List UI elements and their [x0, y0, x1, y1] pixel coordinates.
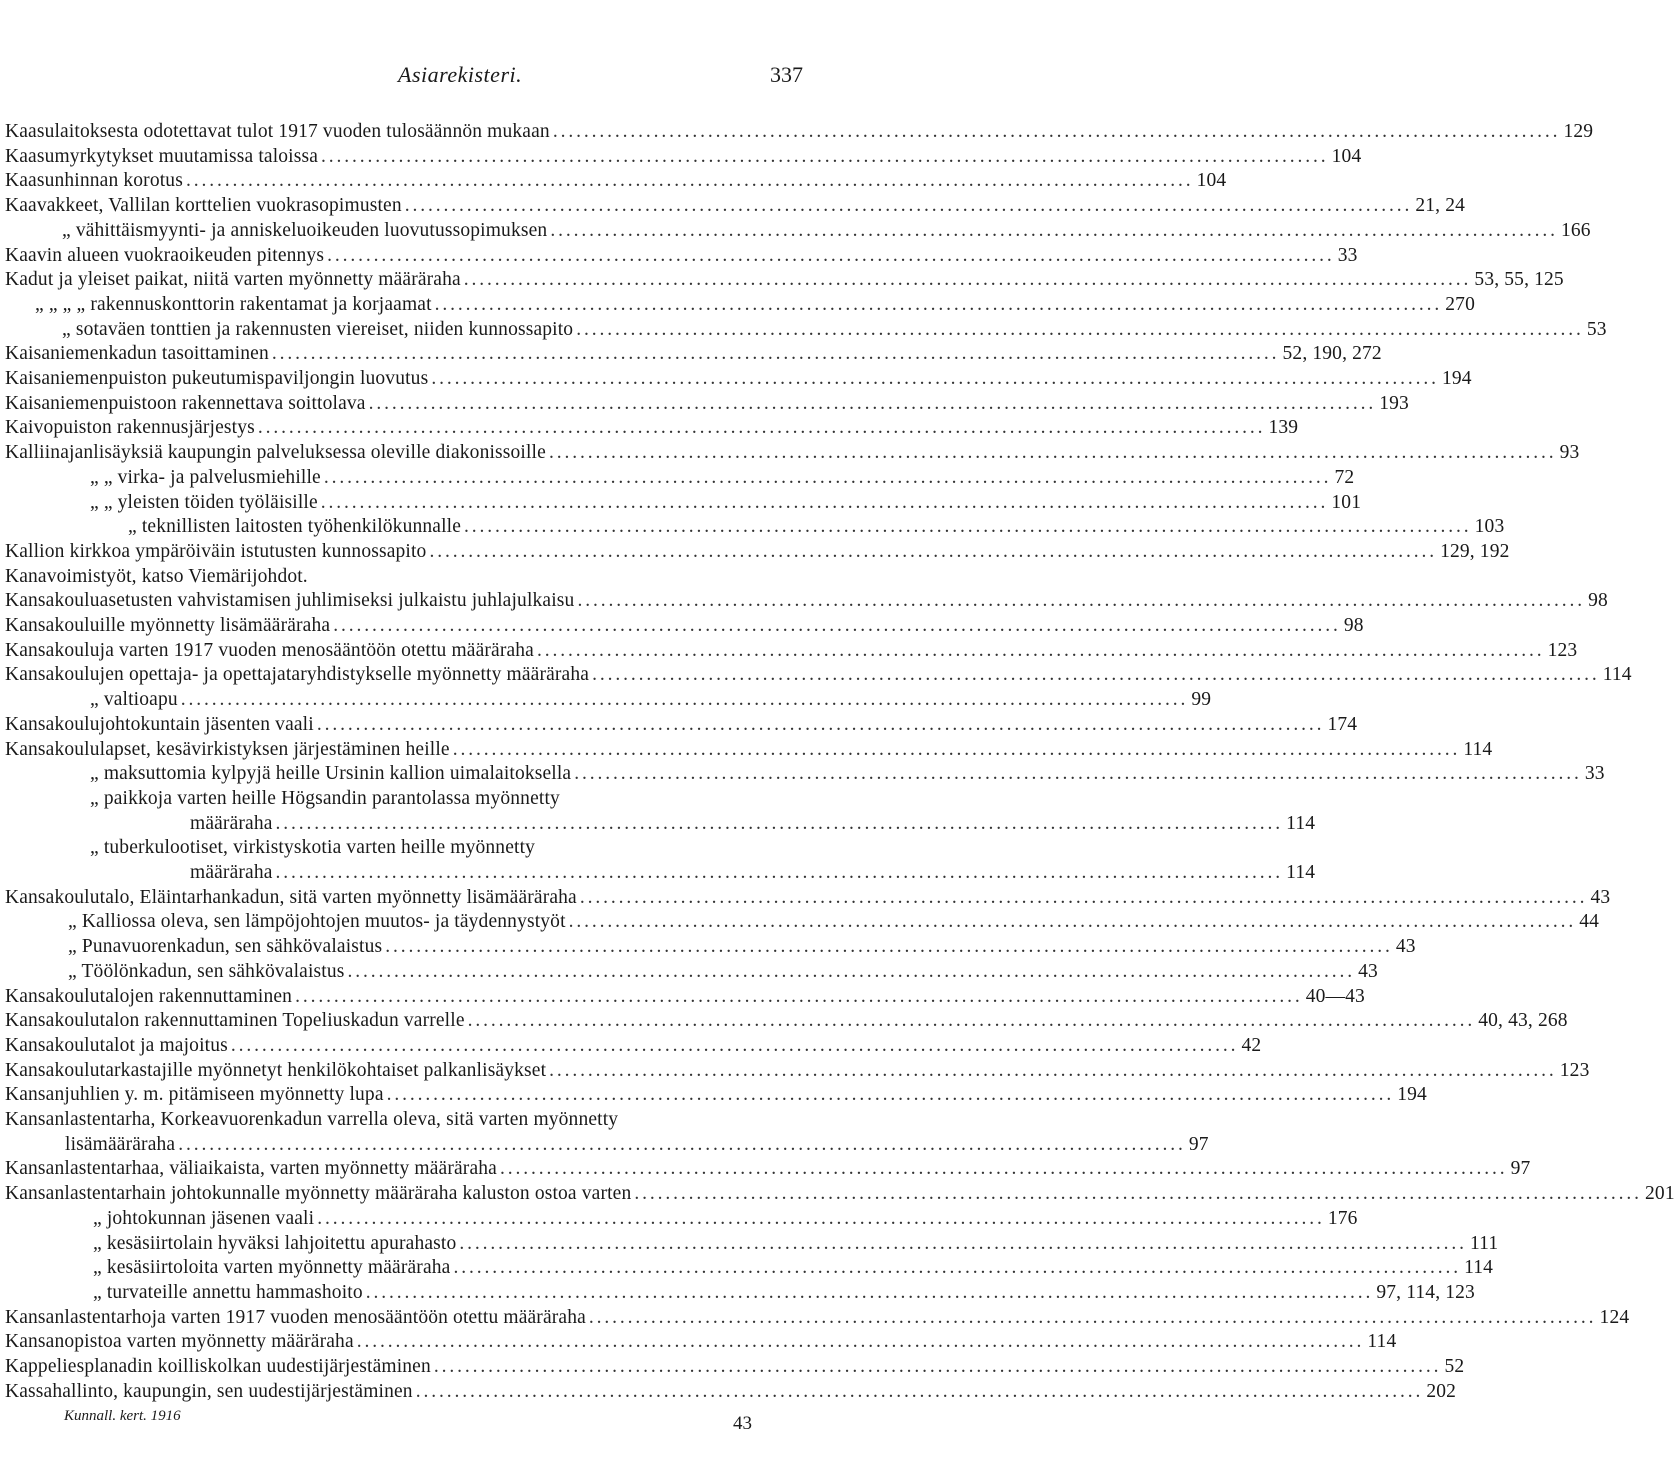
entry-text: „ Punavuorenkadun, sen sähkövalaistus [68, 936, 383, 957]
entry-text: Kansakouluasetusten vahvistamisen juhlimiseksi julkaistu juhlajulkaisu [5, 590, 575, 611]
entry-text: Kansanopistoa varten myönnetty määräraha [5, 1331, 354, 1352]
page-reference: 139 [1268, 417, 1299, 438]
page-reference: 176 [1327, 1208, 1358, 1229]
entry-text: lisämääräraha [65, 1134, 176, 1155]
leader-dots [465, 1009, 1475, 1033]
index-entry [93, 1281, 1475, 1305]
entry-text: Kaisaniemenpuistoon rakennettava soittolava [5, 393, 366, 414]
footer-source: Kunnall. kert. 1916 [64, 1408, 181, 1424]
index-entry [5, 194, 1466, 218]
page-reference: 114 [1286, 813, 1316, 834]
leader-dots [497, 1157, 1507, 1181]
leader-dots [589, 663, 1599, 687]
page-reference: 101 [1331, 492, 1362, 513]
page-reference: 111 [1470, 1233, 1499, 1254]
leader-dots [550, 120, 1560, 144]
leader-dots [450, 1256, 1460, 1280]
entry-text: Kaasulaitoksesta odotettavat tulot 1917 vuoden tulosäännön mukaan [5, 121, 550, 142]
leader-dots [384, 1083, 1394, 1107]
index-entry [90, 787, 808, 811]
entry-text: Kaavakkeet, Vallilan korttelien vuokrasopimusten [5, 195, 402, 216]
page-reference: 33 [1337, 245, 1358, 266]
entry-text: „ kesäsiirtolain hyväksi lahjoitettu apurahasto [93, 1233, 457, 1254]
page-reference: 21, 24 [1415, 195, 1466, 216]
index-entry [5, 1380, 1457, 1404]
index-entry [5, 1059, 1590, 1083]
index-entry [90, 466, 1355, 490]
index-entry [5, 1182, 1675, 1206]
leader-dots [631, 1182, 1641, 1206]
index-entry [5, 1157, 1531, 1181]
leader-dots [330, 614, 1340, 638]
page-reference: 52 [1444, 1356, 1465, 1377]
page-reference: 194 [1441, 368, 1472, 389]
index-entry [5, 1108, 808, 1132]
index-entry [68, 935, 1416, 959]
leader-dots [354, 1330, 1364, 1354]
entry-text: Kassahallinto, kaupungin, sen uudestijärjestäminen [5, 1381, 413, 1402]
entry-text: „ Kalliossa oleva, sen lämpöjohtojen muutos- ja täydennystyöt [68, 911, 566, 932]
leader-dots [324, 244, 1334, 268]
page-reference: 114 [1463, 739, 1493, 760]
index-entry [5, 565, 808, 589]
leader-dots [366, 392, 1376, 416]
footer-signature: 43 [733, 1413, 752, 1434]
index-entry [93, 1207, 1358, 1231]
leader-dots [456, 1232, 1466, 1256]
entry-text: Kalliinajanlisäyksiä kaupungin palveluksessa oleville diakonissoille [5, 442, 546, 463]
page-reference: 114 [1602, 664, 1632, 685]
leader-dots [450, 738, 1460, 762]
entry-text: „ „ virka- ja palvelusmiehille [90, 467, 321, 488]
entry-text: Kansakoulutarkastajille myönnetyt henkilökohtaiset palkanlisäykset [5, 1060, 547, 1081]
page-reference: 174 [1327, 714, 1358, 735]
entry-text: Kansanlastentarhaa, väliaikaista, varten myönnetty määräraha [5, 1158, 497, 1179]
entry-text: Kansakouluja varten 1917 vuoden menosääntöön otettu määräraha [5, 640, 534, 661]
page-reference: 97 [1510, 1158, 1531, 1179]
page-number: 337 [770, 62, 803, 87]
leader-dots [314, 1207, 1324, 1231]
index-entry [90, 762, 1605, 786]
leader-dots [573, 318, 1583, 342]
page-reference: 44 [1579, 911, 1600, 932]
leader-dots [321, 466, 1331, 490]
page-reference: 104 [1331, 146, 1362, 167]
leader-dots [546, 1059, 1556, 1083]
index-entry [5, 886, 1611, 910]
index-entry [5, 738, 1493, 762]
page-reference: 43 [1590, 887, 1611, 908]
page-reference: 98 [1343, 615, 1364, 636]
page-header [0, 62, 960, 92]
index-entry [5, 392, 1409, 416]
index-entry [5, 1306, 1630, 1330]
leader-dots [178, 688, 1188, 712]
page-title: Asiarekisteri. [398, 62, 523, 87]
index-entry [5, 1355, 1465, 1379]
page-reference: 103 [1474, 516, 1505, 537]
entry-text: Kansanjuhlien y. m. pitämiseen myönnetty lupa [5, 1084, 384, 1105]
index-entry [5, 614, 1364, 638]
entry-text: Kadut ja yleiset paikat, niitä varten myönnetty määräraha [5, 269, 461, 290]
entry-text: „ vähittäismyynti- ja anniskeluoikeuden luovutussopimuksen [62, 220, 548, 241]
entry-text: Kansakoulutalojen rakennuttaminen [5, 986, 293, 1007]
index-entry [5, 244, 1358, 268]
index-entry [5, 639, 1578, 663]
index-entry [5, 441, 1580, 465]
index-entry [5, 589, 1608, 613]
entry-text: „ Töölönkadun, sen sähkövalaistus [68, 961, 345, 982]
entry-text: Kaivopuiston rakennusjärjestys [5, 417, 255, 438]
leader-dots [363, 1281, 1373, 1305]
page-reference: 114 [1367, 1331, 1397, 1352]
leader-dots [318, 145, 1328, 169]
leader-dots [546, 441, 1556, 465]
page-reference: 42 [1241, 1035, 1262, 1056]
entry-text: Kansakoulutalot ja majoitus [5, 1035, 228, 1056]
entry-text: „ paikkoja varten heille Högsandin parantolassa myönnetty [90, 788, 560, 809]
page-reference: 202 [1426, 1381, 1457, 1402]
entry-text: Kansakouluille myönnetty lisämääräraha [5, 615, 331, 636]
entry-text: Kaasunhinnan korotus [5, 170, 183, 191]
entry-text: „ kesäsiirtoloita varten myönnetty määräraha [93, 1257, 451, 1278]
entry-text: „ tuberkulootiset, virkistyskotia varten heille myönnetty [90, 837, 536, 858]
index-entry [62, 219, 1591, 243]
page-reference: 33 [1584, 763, 1605, 784]
index-entry [5, 1009, 1568, 1033]
leader-dots [273, 812, 1283, 836]
leader-dots [344, 960, 1354, 984]
index-entry [5, 1330, 1397, 1354]
page-reference: 98 [1588, 590, 1608, 611]
index-entry [5, 342, 1382, 366]
page-reference: 166 [1560, 220, 1591, 241]
entry-text: määräraha [190, 813, 273, 834]
index-entry [5, 1083, 1427, 1107]
index-entry [5, 1034, 1262, 1058]
page-reference: 114 [1464, 1257, 1494, 1278]
entry-text: „ teknillisten laitosten työhenkilökunnalle [128, 516, 462, 537]
page-reference: 53, 55, 125 [1474, 269, 1564, 290]
page-reference: 97 [1188, 1134, 1209, 1155]
entry-text: Kappeliesplanadin koilliskolkan uudestijärjestäminen [5, 1356, 431, 1377]
index-entry [35, 293, 1475, 317]
leader-dots [183, 169, 1193, 193]
leader-dots [571, 762, 1581, 786]
leader-dots [566, 910, 1576, 934]
leader-dots [175, 1133, 1185, 1157]
page-reference: 99 [1191, 689, 1212, 710]
entry-text: „ maksuttomia kylpyjä heille Ursinin kallion uimalaitoksella [90, 763, 572, 784]
page-reference: 114 [1286, 862, 1316, 883]
index-entry [93, 1256, 1494, 1280]
leader-dots [577, 886, 1587, 910]
index-entry [65, 1133, 1209, 1157]
index-entry [5, 985, 1365, 1009]
index-entry [5, 713, 1358, 737]
index-entry [90, 491, 1362, 515]
page-reference: 104 [1196, 170, 1227, 191]
page-reference: 40—43 [1305, 986, 1365, 1007]
leader-dots [428, 367, 1438, 391]
index-entry [68, 910, 1600, 934]
entry-text: Kansanlastentarha, Korkeavuorenkadun varrella oleva, sitä varten myönnetty [5, 1109, 619, 1130]
leader-dots [292, 985, 1302, 1009]
leader-dots [426, 540, 1436, 564]
page-reference: 193 [1379, 393, 1409, 414]
entry-text: Kansanlastentarhain johtokunnalle myönnetty määräraha kaluston ostoa varten [5, 1183, 632, 1204]
leader-dots [314, 713, 1324, 737]
index-entry [5, 145, 1362, 169]
index-entry [190, 812, 1316, 836]
entry-text: Kaisaniemenkadun tasoittaminen [5, 343, 269, 364]
entry-text: „ sotaväen tonttien ja rakennusten viereiset, niiden kunnossapito [62, 319, 574, 340]
entry-text: Kansakoululapset, kesävirkistyksen järjestäminen heille [5, 739, 450, 760]
leader-dots [382, 935, 1392, 959]
entry-text: Kanavoimistyöt, katso Viemärijohdot. [5, 566, 308, 587]
leader-dots [586, 1306, 1596, 1330]
index-entry [190, 861, 1316, 885]
page-reference: 123 [1559, 1060, 1590, 1081]
index-entry [90, 688, 1212, 712]
page-reference: 52, 190, 272 [1282, 343, 1382, 364]
index-entry [5, 367, 1472, 391]
entry-text: Kansanlastentarhoja varten 1917 vuoden menosääntöön otettu määräraha [5, 1307, 586, 1328]
entry-text: „ valtioapu [90, 689, 178, 710]
entry-text: Kansakoulujen opettaja- ja opettajataryhdistykselle myönnetty määräraha [5, 664, 590, 685]
entry-text: „ turvateille annettu hammashoito [93, 1282, 363, 1303]
index-entry [90, 836, 808, 860]
leader-dots [534, 639, 1544, 663]
entry-text: Kallion kirkkoa ympäröiväin istutusten kunnossapito [5, 541, 427, 562]
index-entry [93, 1232, 1499, 1256]
leader-dots [402, 194, 1412, 218]
leader-dots [273, 861, 1283, 885]
page-reference: 43 [1358, 961, 1378, 982]
entry-text: Kaavin alueen vuokraoikeuden pitennys [5, 245, 325, 266]
index-entry [5, 169, 1227, 193]
page-reference: 43 [1395, 936, 1416, 957]
leader-dots [431, 1355, 1441, 1379]
index-entry [5, 120, 1594, 144]
page-reference: 270 [1445, 294, 1475, 315]
leader-dots [318, 491, 1328, 515]
page-reference: 201 [1645, 1183, 1675, 1204]
leader-dots [269, 342, 1279, 366]
entry-text: määräraha [190, 862, 273, 883]
entry-text: Kansakoulutalon rakennuttaminen Topeliuskadun varrelle [5, 1010, 465, 1031]
index-entry [5, 416, 1299, 440]
index-entry [62, 318, 1607, 342]
entry-text: „ „ „ „ rakennuskonttorin rakentamat ja korjaamat [35, 294, 432, 315]
entry-text: Kansakoulujohtokuntain jäsenten vaali [5, 714, 314, 735]
entry-text: Kansakoulutalo, Eläintarhankadun, sitä varten myönnetty lisämääräraha [5, 887, 577, 908]
page-reference: 40, 43, 268 [1478, 1010, 1568, 1031]
entry-text: Kaisaniemenpuiston pukeutumispaviljongin luovutus [5, 368, 429, 389]
page-reference: 72 [1334, 467, 1355, 488]
page-reference: 53 [1586, 319, 1607, 340]
index-entry [5, 663, 1632, 687]
entry-text: „ johtokunnan jäsenen vaali [93, 1208, 315, 1229]
leader-dots [432, 293, 1442, 317]
page-reference: 93 [1559, 442, 1580, 463]
entry-text: „ „ yleisten töiden työläisille [90, 492, 318, 513]
index-entry [5, 268, 1564, 292]
page-reference: 129, 192 [1440, 541, 1510, 562]
leader-dots [255, 416, 1265, 440]
leader-dots [228, 1034, 1238, 1058]
leader-dots [461, 515, 1471, 539]
index-entry [5, 540, 1510, 564]
page-reference: 123 [1547, 640, 1578, 661]
entry-text: Kaasumyrkytykset muutamissa taloissa [5, 146, 319, 167]
index-entry [128, 515, 1505, 539]
page-reference: 194 [1397, 1084, 1427, 1105]
leader-dots [574, 589, 1584, 613]
page-reference: 129 [1563, 121, 1594, 142]
index-entry [68, 960, 1378, 984]
leader-dots [461, 268, 1471, 292]
page-reference: 97, 114, 123 [1376, 1282, 1475, 1303]
leader-dots [547, 219, 1557, 243]
page-reference: 124 [1599, 1307, 1630, 1328]
leader-dots [413, 1380, 1423, 1404]
